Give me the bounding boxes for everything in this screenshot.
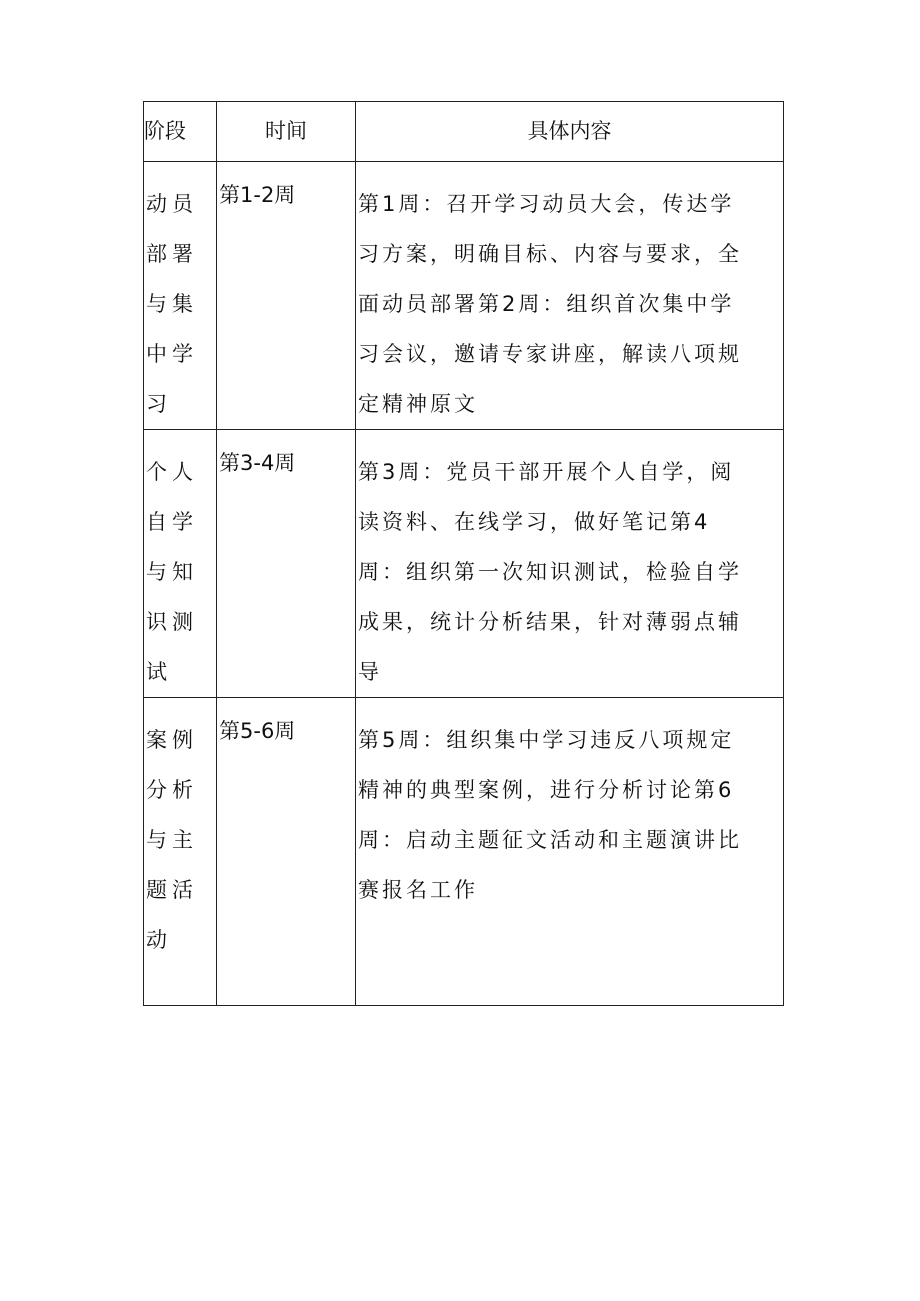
header-time: 时间 bbox=[217, 102, 356, 162]
stage-text: 案例分析与主题活动 bbox=[146, 728, 198, 952]
time-cell bbox=[217, 162, 356, 430]
header-content: 具体内容 bbox=[356, 102, 784, 162]
table-row bbox=[144, 698, 784, 1006]
content-cell bbox=[356, 430, 784, 698]
table-header-row bbox=[144, 102, 784, 162]
stage-text: 动员部署与集中学习 bbox=[146, 192, 198, 416]
content-text: 第1周：召开学习动员大会，传达学习方案，明确目标、内容与要求，全面动员部署第2周：组织首次集中学习会议，邀请专家讲座，解读八项规定精神原文 bbox=[358, 192, 742, 416]
content-text: 第3周：党员干部开展个人自学，阅读资料、在线学习，做好笔记第4周：组织第一次知识测试，检验自学成果，统计分析结果，针对薄弱点辅导 bbox=[358, 460, 742, 684]
table-row bbox=[144, 430, 784, 698]
stage-cell bbox=[144, 162, 217, 430]
time-cell bbox=[217, 698, 356, 1006]
table-row bbox=[144, 162, 784, 430]
time-text: 第1-2周 bbox=[219, 183, 296, 207]
stage-cell bbox=[144, 698, 217, 1006]
stage-cell bbox=[144, 430, 217, 698]
content-cell bbox=[356, 162, 784, 430]
time-text: 第3-4周 bbox=[219, 451, 296, 475]
time-text: 第5-6周 bbox=[219, 719, 296, 743]
content-cell bbox=[356, 698, 784, 1006]
stage-text: 个人自学与知识测试 bbox=[146, 460, 198, 684]
schedule-table bbox=[143, 101, 784, 1006]
time-cell bbox=[217, 430, 356, 698]
header-stage: 阶段 bbox=[144, 102, 217, 162]
content-text: 第5周：组织集中学习违反八项规定精神的典型案例，进行分析讨论第6周：启动主题征文活动和主题演讲比赛报名工作 bbox=[358, 728, 742, 902]
